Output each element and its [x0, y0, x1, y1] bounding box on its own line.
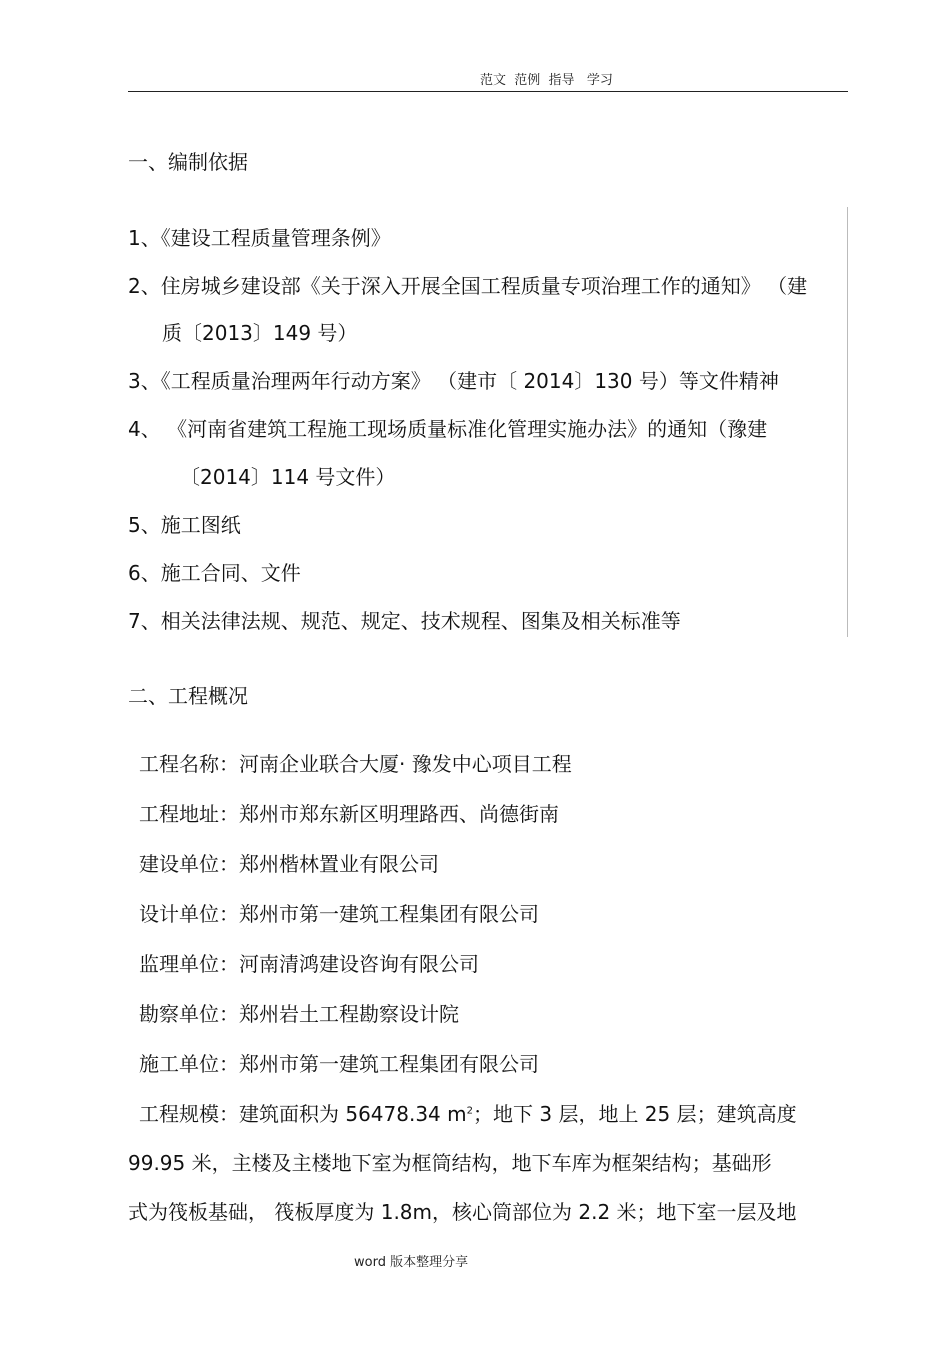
- overview-designer: 设计单位：郑州市第一建筑工程集团有限公司: [139, 902, 539, 926]
- overview-owner: 建设单位：郑州楷林置业有限公司: [139, 852, 439, 876]
- overview-scale-sup: 2: [466, 1105, 474, 1117]
- basis-item-5: 5、施工图纸: [128, 513, 241, 537]
- page-header: 范文 范例 指导 学习: [480, 73, 613, 88]
- basis-item-1: 1、《建设工程质量管理条例》: [128, 226, 391, 250]
- basis-item-3: 3、《工程质量治理两年行动方案》 （建市〔 2014〕130 号）等文件精神: [128, 369, 779, 393]
- overview-contractor: 施工单位：郑州市第一建筑工程集团有限公司: [139, 1052, 539, 1076]
- basis-item-2: 2、住房城乡建设部《关于深入开展全国工程质量专项治理工作的通知》 （建: [128, 274, 808, 298]
- basis-item-2-cont: 质〔2013〕149 号）: [162, 321, 358, 345]
- section-heading-basis: 一、编制依据: [128, 150, 248, 174]
- basis-item-7: 7、相关法律法规、规范、规定、技术规程、图集及相关标准等: [128, 609, 681, 633]
- overview-surveyor: 勘察单位：郑州岩土工程勘察设计院: [139, 1002, 459, 1026]
- overview-scale-line3: 式为筏板基础， 筏板厚度为 1.8m，核心筒部位为 2.2 米；地下室一层及地: [128, 1200, 797, 1224]
- overview-scale-label: 工程规模：建筑面积为 56478.34 m: [139, 1102, 467, 1126]
- margin-line: [847, 207, 848, 637]
- page-footer: word 版本整理分享: [354, 1255, 469, 1270]
- overview-supervisor: 监理单位：河南清鸿建设咨询有限公司: [139, 952, 479, 976]
- overview-scale: [139, 1101, 797, 1127]
- section-heading-overview: 二、工程概况: [128, 684, 248, 708]
- overview-project-name: 工程名称：河南企业联合大厦· 豫发中心项目工程: [139, 752, 572, 776]
- overview-scale-line2: 99.95 米，主楼及主楼地下室为框筒结构，地下车库为框架结构；基础形: [128, 1151, 772, 1175]
- basis-item-4: 4、 《河南省建筑工程施工现场质量标准化管理实施办法》的通知（豫建: [128, 417, 768, 441]
- overview-project-address: 工程地址：郑州市郑东新区明理路西、尚德街南: [139, 802, 559, 826]
- basis-item-6: 6、施工合同、文件: [128, 561, 301, 585]
- overview-scale-rest: ；地下 3 层，地上 25 层；建筑高度: [473, 1102, 797, 1126]
- basis-item-4-cont: 〔2014〕114 号文件）: [180, 465, 396, 489]
- header-divider: [128, 91, 848, 92]
